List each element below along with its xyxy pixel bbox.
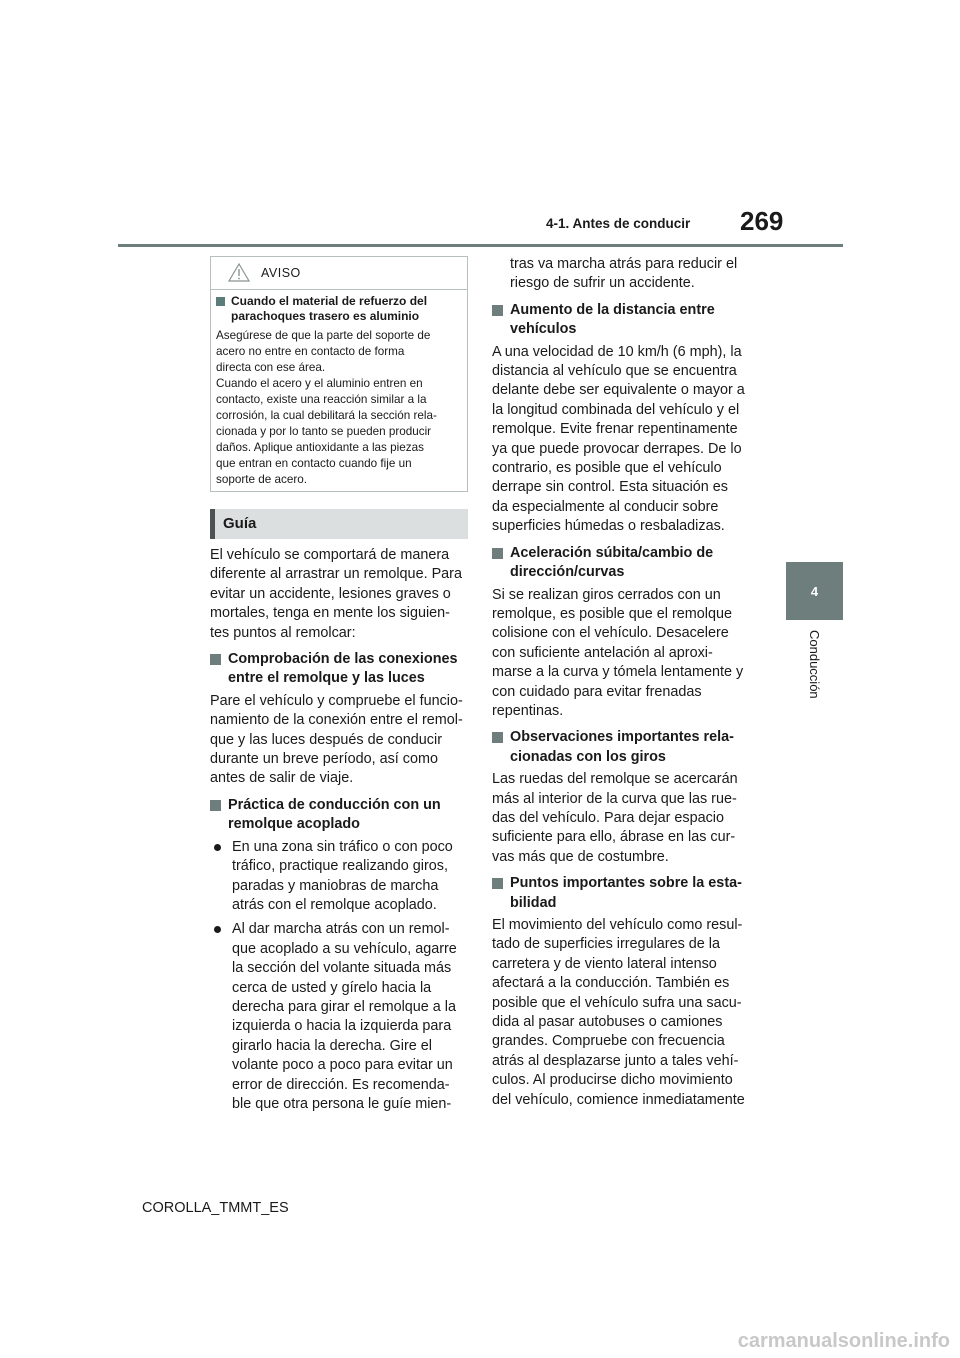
warning-box: [210, 256, 468, 492]
warning-triangle-icon: [228, 263, 250, 287]
subsection-heading-text: Comprobación de las conexiones entre el remolque y las luces: [228, 651, 458, 687]
watermark: carmanualsonline.info: [737, 1330, 950, 1352]
warning-text: Asegúrese de que la parte del soporte de acero no entre en contacto de forma directa con ese área. Cuando el acero y el aluminio entren en contacto, existe una reacción similar a la corrosión, la cual debilitará la sección rela- cionada y por lo tanto se pueden producir daños. Aplique antioxidante a las piezas que entran en contacto cuando fije un soporte de acero.: [216, 329, 437, 486]
bullet-dot-icon: [214, 926, 221, 933]
subsection-heading: [492, 544, 748, 583]
subsection-heading: [492, 874, 748, 913]
paragraph: Las ruedas del remolque se acercarán más al interior de la curva que las rue- das del vehículo. Para dejar espacio suficiente para ello, ábrase en las cur- vas más que de costumbre.: [492, 771, 738, 865]
warning-subhead-text: Cuando el material de refuerzo del parachoques trasero es aluminio: [231, 294, 428, 323]
left-column: [210, 546, 466, 1119]
subsection-heading-text: Aceleración súbita/cambio de dirección/curvas: [510, 544, 714, 581]
bullet-continuation: tras va marcha atrás para reducir el riesgo de sufrir un accidente.: [510, 256, 738, 292]
chapter-label-text: Conducción: [807, 630, 822, 699]
subsection-heading: [210, 650, 466, 689]
subsection-heading: [492, 301, 748, 340]
warning-content: [211, 290, 467, 488]
subsection-heading-text: Puntos importantes sobre la esta- bilidad: [510, 875, 742, 911]
square-bullet-icon: [492, 878, 503, 889]
square-bullet-icon: [492, 732, 503, 743]
chapter-label: [786, 630, 843, 720]
paragraph: Si se realizan giros cerrados con un remolque, es posible que el remolque colisione con el vehículo. Desacelere con suficiente antelación al aproxi- marse a la curva y tómela lentamente y con cuidado para evitar frenadas repentinas.: [492, 586, 744, 719]
header-divider: [118, 244, 843, 247]
warning-header: [211, 257, 467, 290]
bullet-dot-icon: [214, 844, 221, 851]
warning-subhead: [216, 294, 462, 324]
paragraph: El movimiento del vehículo como resul- tado de superficies irregulares de la carretera y de viento lateral intenso afectará a la conducción. También es posible que el vehículo sufra una sacu- dida al pasar autobuses o camiones grandes. Compruebe con frecuencia atrás al desplazarse junto a tales vehí- culos. Al producirse dicho movimiento del vehículo, comience inmediatamente: [492, 917, 745, 1108]
warning-title: AVISO: [261, 266, 301, 280]
subsection-heading-text: Observaciones importantes rela- cionadas con los giros: [510, 729, 734, 765]
subsection-heading-text: Práctica de conducción con un remolque acoplado: [228, 796, 441, 833]
section-title: 4-1. Antes de conducir: [546, 216, 691, 231]
right-column: [492, 255, 748, 1117]
square-bullet-icon: [210, 654, 221, 665]
square-bullet-icon: [216, 297, 225, 306]
bullet-item: [210, 920, 466, 1114]
footer-doc-code: COROLLA_TMMT_ES: [142, 1200, 289, 1216]
bullet-text: Al dar marcha atrás con un remol- que acoplado a su vehículo, agarre la sección del volante situada más cerca de usted y gírelo hacia la derecha para girar el remolque a la izquierda o hacia la izquierda para girarlo hacia la derecha. Gire el volante poco a poco para evitar un error de dirección. Es recomenda- ble que otra persona le guíe mien-: [232, 921, 457, 1112]
square-bullet-icon: [492, 548, 503, 559]
page-number: 269: [740, 206, 784, 236]
chapter-tab[interactable]: 4: [786, 562, 843, 620]
subsection-heading: [210, 796, 466, 835]
square-bullet-icon: [210, 800, 221, 811]
bullet-item: [210, 838, 466, 916]
intro-paragraph: El vehículo se comportará de manera diferente al arrastrar un remolque. Para evitar un accidente, lesiones graves o mortales, tenga en mente los siguien- tes puntos al remolcar:: [210, 547, 462, 641]
subsection-heading: [492, 728, 748, 767]
paragraph: A una velocidad de 10 km/h (6 mph), la distancia al vehículo que se encuentra delante debe ser equivalente o mayor a la longitud combinada del vehículo y el remolque. Evite frenar repentinamente ya que puede provocar derrapes. De lo contrario, es posible que el vehículo derrape sin control. Esta situación es da especialmente al conducir sobre superficies húmedas o resbaladizas.: [492, 343, 745, 535]
guide-heading: Guía: [210, 509, 468, 539]
paragraph: Pare el vehículo y compruebe el funcio- namiento de la conexión entre el remol- que y las luces después de conducir durante un breve período, así como antes de salir de viaje.: [210, 692, 463, 787]
bullet-text: En una zona sin tráfico o con poco tráfico, practique realizando giros, paradas y maniobras de marcha atrás con el remolque acoplado.: [232, 838, 453, 913]
subsection-heading-text: Aumento de la distancia entre vehículos: [510, 301, 715, 338]
square-bullet-icon: [492, 305, 503, 316]
